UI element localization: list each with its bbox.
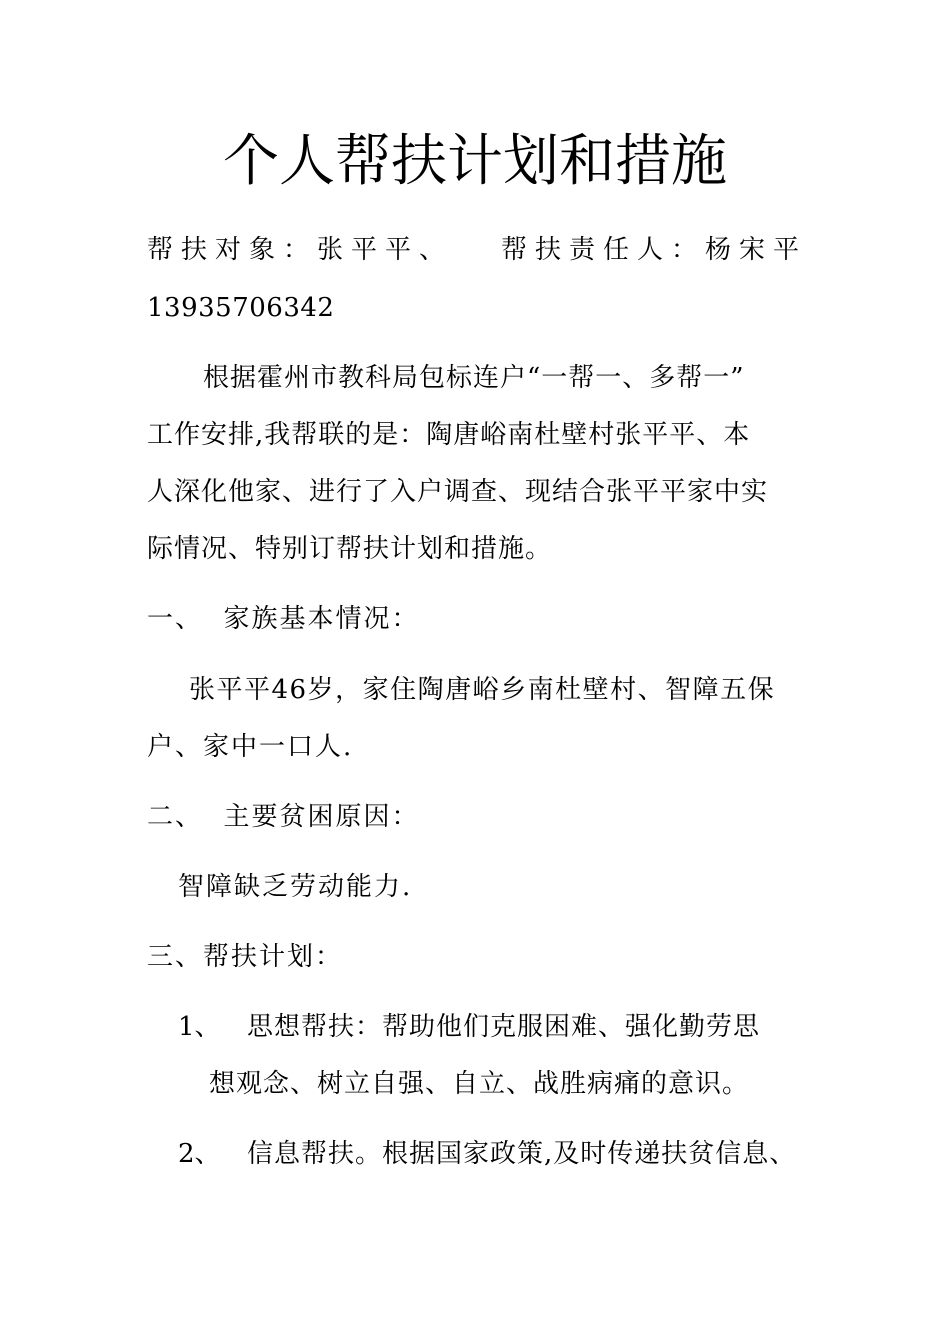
assistance-target: 帮扶对象：张平平、	[147, 235, 454, 265]
page-title: 个人帮扶计划和措施	[223, 129, 727, 194]
intro-line-1: 根据霍州市教科局包标连户“一帮一、多帮一”	[203, 363, 745, 393]
header-line-1	[147, 233, 807, 267]
item-2-line-1: 信息帮扶。根据国家政策,及时传递扶贫信息、	[247, 1139, 797, 1169]
section-3-heading: 三、帮扶计划：	[147, 942, 344, 972]
intro-line-4: 际情况、特别订帮扶计划和措施。	[147, 534, 553, 564]
section-1-line-1: 张平平46岁，家住陶唐峪乡南杜壁村、智障五保	[189, 675, 776, 705]
responsible-person: 帮扶责任人：杨宋平	[500, 235, 807, 265]
section-2-body: 智障缺乏劳动能力.	[178, 872, 413, 902]
section-1-line-2: 户、家中一口人.	[147, 732, 354, 762]
section-2-heading: 二、 主要贫困原因：	[147, 802, 420, 832]
intro-line-2: 工作安排,我帮联的是：陶唐峪南杜壁村张平平、本	[147, 420, 751, 450]
section-1-heading: 一、 家族基本情况：	[147, 604, 420, 634]
phone-number: 13935706342	[147, 293, 335, 323]
item-1-number: 1、	[178, 1012, 221, 1042]
intro-line-3: 人深化他家、进行了入户调查、现结合张平平家中实	[147, 477, 769, 507]
item-1-line-2: 想观念、树立自强、自立、战胜病痛的意识。	[209, 1069, 750, 1099]
item-1-line-1: 思想帮扶：帮助他们克服困难、强化勤劳思	[247, 1012, 761, 1042]
item-2-number: 2、	[178, 1139, 221, 1169]
